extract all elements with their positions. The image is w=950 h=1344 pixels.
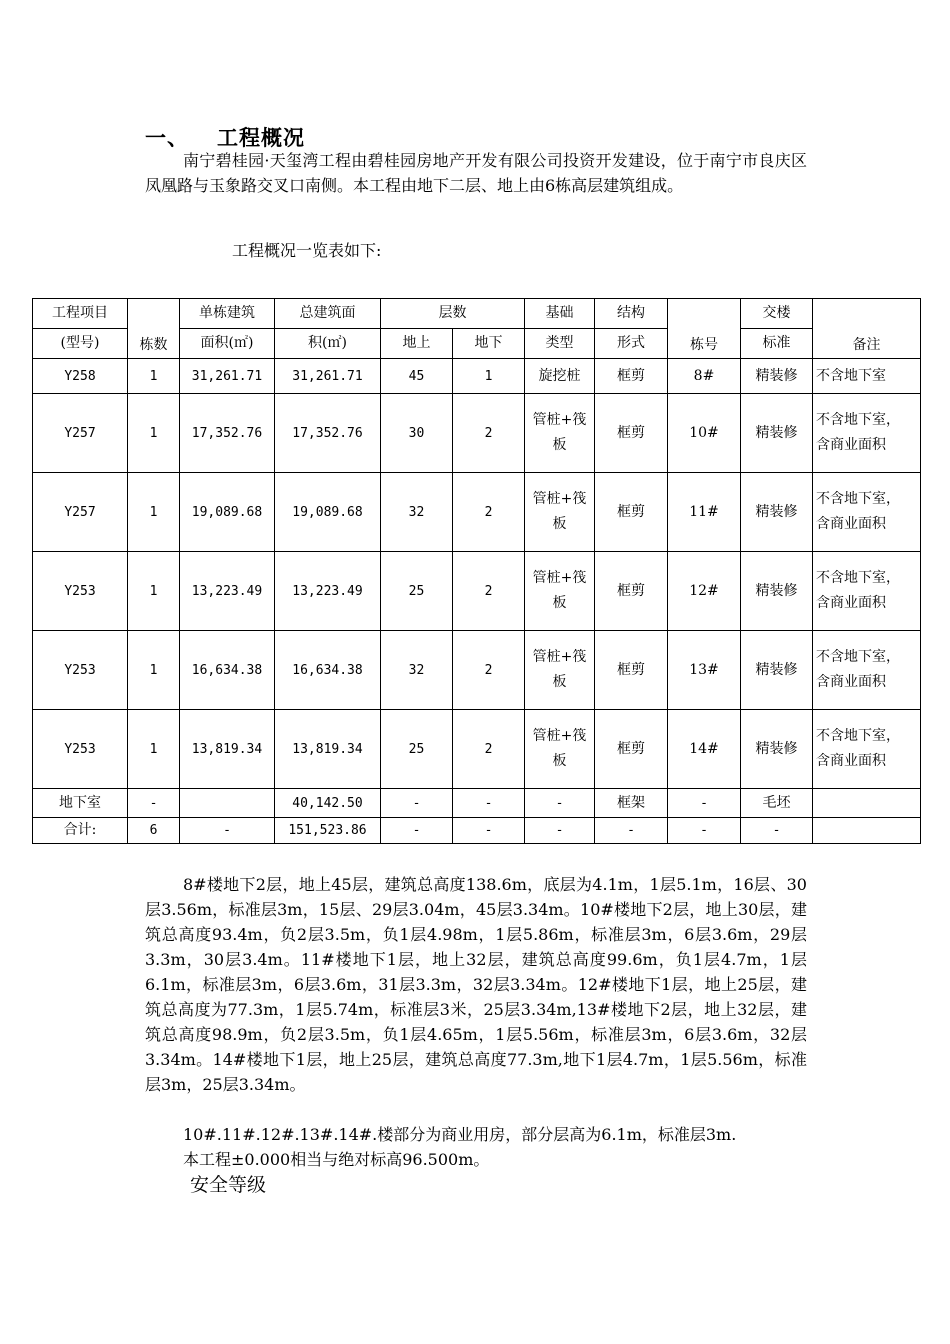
cell-above: - — [381, 789, 453, 818]
cell-total-area: 31,261.71 — [275, 359, 381, 394]
safety-level-heading: 安全等级 — [190, 1174, 267, 1196]
cell-building-no: 12# — [668, 552, 741, 631]
table-header-row-1 — [33, 299, 921, 329]
cell-single-area: - — [180, 818, 275, 844]
table-caption: 工程概况一览表如下: — [232, 241, 382, 260]
cell-project: Y253 — [33, 552, 128, 631]
cell-count: 1 — [128, 631, 180, 710]
cell-delivery: 精装修 — [741, 710, 813, 789]
cell-building-no: 13# — [668, 631, 741, 710]
cell-foundation: - — [525, 789, 595, 818]
cell-project: 地下室 — [33, 789, 128, 818]
cell-project: 合计: — [33, 818, 128, 844]
cell-total-area: 151,523.86 — [275, 818, 381, 844]
section-title: 工程概况 — [217, 126, 305, 150]
cell-delivery: 毛坯 — [741, 789, 813, 818]
cell-remarks — [813, 789, 921, 818]
header-total-area-unit: 积(㎡) — [275, 329, 381, 359]
cell-total-area: 13,223.49 — [275, 552, 381, 631]
cell-remarks: 不含地下室， 含商业面积 — [813, 631, 921, 710]
cell-below: 2 — [453, 394, 525, 473]
cell-foundation: 管桩+筏板 — [525, 473, 595, 552]
cell-project: Y253 — [33, 631, 128, 710]
header-delivery: 交楼 — [741, 299, 813, 329]
cell-below: 2 — [453, 631, 525, 710]
header-structure: 结构 — [595, 299, 668, 329]
cell-single-area: 31,261.71 — [180, 359, 275, 394]
cell-below: 2 — [453, 473, 525, 552]
table-row — [33, 394, 921, 473]
cell-delivery: 精装修 — [741, 359, 813, 394]
cell-count: 6 — [128, 818, 180, 844]
cell-foundation: 管桩+筏板 — [525, 552, 595, 631]
cell-total-area: 13,819.34 — [275, 710, 381, 789]
cell-total-area: 16,634.38 — [275, 631, 381, 710]
cell-delivery: 精装修 — [741, 394, 813, 473]
table-row — [33, 473, 921, 552]
cell-count: 1 — [128, 710, 180, 789]
header-single-area: 单栋建筑 — [180, 299, 275, 329]
cell-building-no: 8# — [668, 359, 741, 394]
cell-remarks: 不含地下室 — [813, 359, 921, 394]
cell-structure: 框剪 — [595, 710, 668, 789]
cell-count: - — [128, 789, 180, 818]
cell-remarks: 不含地下室， 含商业面积 — [813, 394, 921, 473]
header-above-ground: 地上 — [381, 329, 453, 359]
cell-delivery: 精装修 — [741, 473, 813, 552]
cell-count: 1 — [128, 394, 180, 473]
header-total-area: 总建筑面 — [275, 299, 381, 329]
header-below-ground: 地下 — [453, 329, 525, 359]
cell-below: 1 — [453, 359, 525, 394]
header-foundation: 基础 — [525, 299, 595, 329]
cell-total-area: 40,142.50 — [275, 789, 381, 818]
cell-structure: 框剪 — [595, 394, 668, 473]
section-number: 一、 — [145, 126, 189, 150]
cell-remarks: 不含地下室， 含商业面积 — [813, 552, 921, 631]
header-count: 栋数 — [128, 299, 180, 359]
cell-foundation: 管桩+筏板 — [525, 710, 595, 789]
cell-above: 45 — [381, 359, 453, 394]
cell-building-no: 10# — [668, 394, 741, 473]
header-single-area-unit: 面积(㎡) — [180, 329, 275, 359]
cell-foundation: 管桩+筏板 — [525, 394, 595, 473]
header-building-no: 栋号 — [668, 299, 741, 359]
cell-above: - — [381, 818, 453, 844]
cell-single-area: 13,223.49 — [180, 552, 275, 631]
table-row — [33, 631, 921, 710]
header-project: 工程项目 — [33, 299, 128, 329]
table-row — [33, 710, 921, 789]
cell-building-no: - — [668, 818, 741, 844]
cell-structure: - — [595, 818, 668, 844]
cell-structure: 框架 — [595, 789, 668, 818]
cell-remarks — [813, 818, 921, 844]
cell-above: 25 — [381, 552, 453, 631]
cell-count: 1 — [128, 552, 180, 631]
cell-structure: 框剪 — [595, 473, 668, 552]
cell-single-area — [180, 789, 275, 818]
cell-above: 32 — [381, 631, 453, 710]
cell-total-area: 17,352.76 — [275, 394, 381, 473]
elevation-note: 本工程±0.000相当与绝对标高96.500m。 — [183, 1150, 490, 1169]
cell-below: - — [453, 789, 525, 818]
table-row — [33, 552, 921, 631]
table-row-basement — [33, 789, 921, 818]
cell-delivery: - — [741, 818, 813, 844]
cell-single-area: 19,089.68 — [180, 473, 275, 552]
cell-project: Y253 — [33, 710, 128, 789]
header-delivery-standard: 标准 — [741, 329, 813, 359]
header-project-model: (型号) — [33, 329, 128, 359]
cell-building-no: 14# — [668, 710, 741, 789]
header-foundation-type: 类型 — [525, 329, 595, 359]
header-structure-form: 形式 — [595, 329, 668, 359]
cell-count: 1 — [128, 359, 180, 394]
cell-single-area: 16,634.38 — [180, 631, 275, 710]
cell-building-no: - — [668, 789, 741, 818]
cell-above: 25 — [381, 710, 453, 789]
cell-structure: 框剪 — [595, 359, 668, 394]
cell-project: Y257 — [33, 394, 128, 473]
cell-foundation: - — [525, 818, 595, 844]
cell-structure: 框剪 — [595, 552, 668, 631]
intro-paragraph: 南宁碧桂园·天玺湾工程由碧桂园房地产开发有限公司投资开发建设，位于南宁市良庆区凤凰路与玉象路交叉口南侧。本工程由地下二层、地上由6栋高层建筑组成。 — [145, 151, 807, 195]
cell-below: 2 — [453, 710, 525, 789]
cell-count: 1 — [128, 473, 180, 552]
cell-building-no: 11# — [668, 473, 741, 552]
table-row — [33, 359, 921, 394]
cell-project: Y258 — [33, 359, 128, 394]
cell-remarks: 不含地下室， 含商业面积 — [813, 473, 921, 552]
cell-delivery: 精装修 — [741, 631, 813, 710]
header-remarks: 备注 — [813, 299, 921, 359]
cell-single-area: 17,352.76 — [180, 394, 275, 473]
building-details-paragraph: 8#楼地下2层，地上45层，建筑总高度138.6m，底层为4.1m，1层5.1m，16层、30层3.56m，标准层3m，15层、29层3.04m，45层3.34m。10#楼地下2层，地上30层，建筑总高度93.4m，负2层3.5m，负1层4.98m，1层5.86m，标准层3m，6层3.6m，29层3.3m，30层3.4m。11#楼地下1层，地上32层，建筑总高度99.6m，负1层4.7m，1层6.1m，标准层3m，6层3.6m，31层3.3m，32层3.34m。12#楼地下1层，地上25层，建筑总高度为77.3m，1层5.74m，标准层3米，25层3.34m,13#楼地下2层，地上32层，建筑总高度98.9m，负2层3.5m，负1层4.65m，1层5.56m，标准层3m，6层3.6m，32层3.34m。14#楼地下1层，地上25层，建筑总高度77.3m,地下1层4.7m，1层5.56m，标准层3m，25层3.34m。 — [145, 875, 807, 1094]
header-floors: 层数 — [381, 299, 525, 329]
project-overview-table — [32, 298, 921, 844]
cell-below: 2 — [453, 552, 525, 631]
cell-above: 30 — [381, 394, 453, 473]
cell-below: - — [453, 818, 525, 844]
cell-single-area: 13,819.34 — [180, 710, 275, 789]
cell-foundation: 管桩+筏板 — [525, 631, 595, 710]
cell-project: Y257 — [33, 473, 128, 552]
cell-delivery: 精装修 — [741, 552, 813, 631]
cell-total-area: 19,089.68 — [275, 473, 381, 552]
table-row-total — [33, 818, 921, 844]
cell-above: 32 — [381, 473, 453, 552]
cell-structure: 框剪 — [595, 631, 668, 710]
cell-remarks: 不含地下室， 含商业面积 — [813, 710, 921, 789]
commercial-note: 10#.11#.12#.13#.14#.楼部分为商业用房，部分层高为6.1m，标准层3m. — [183, 1125, 737, 1144]
cell-foundation: 旋挖桩 — [525, 359, 595, 394]
